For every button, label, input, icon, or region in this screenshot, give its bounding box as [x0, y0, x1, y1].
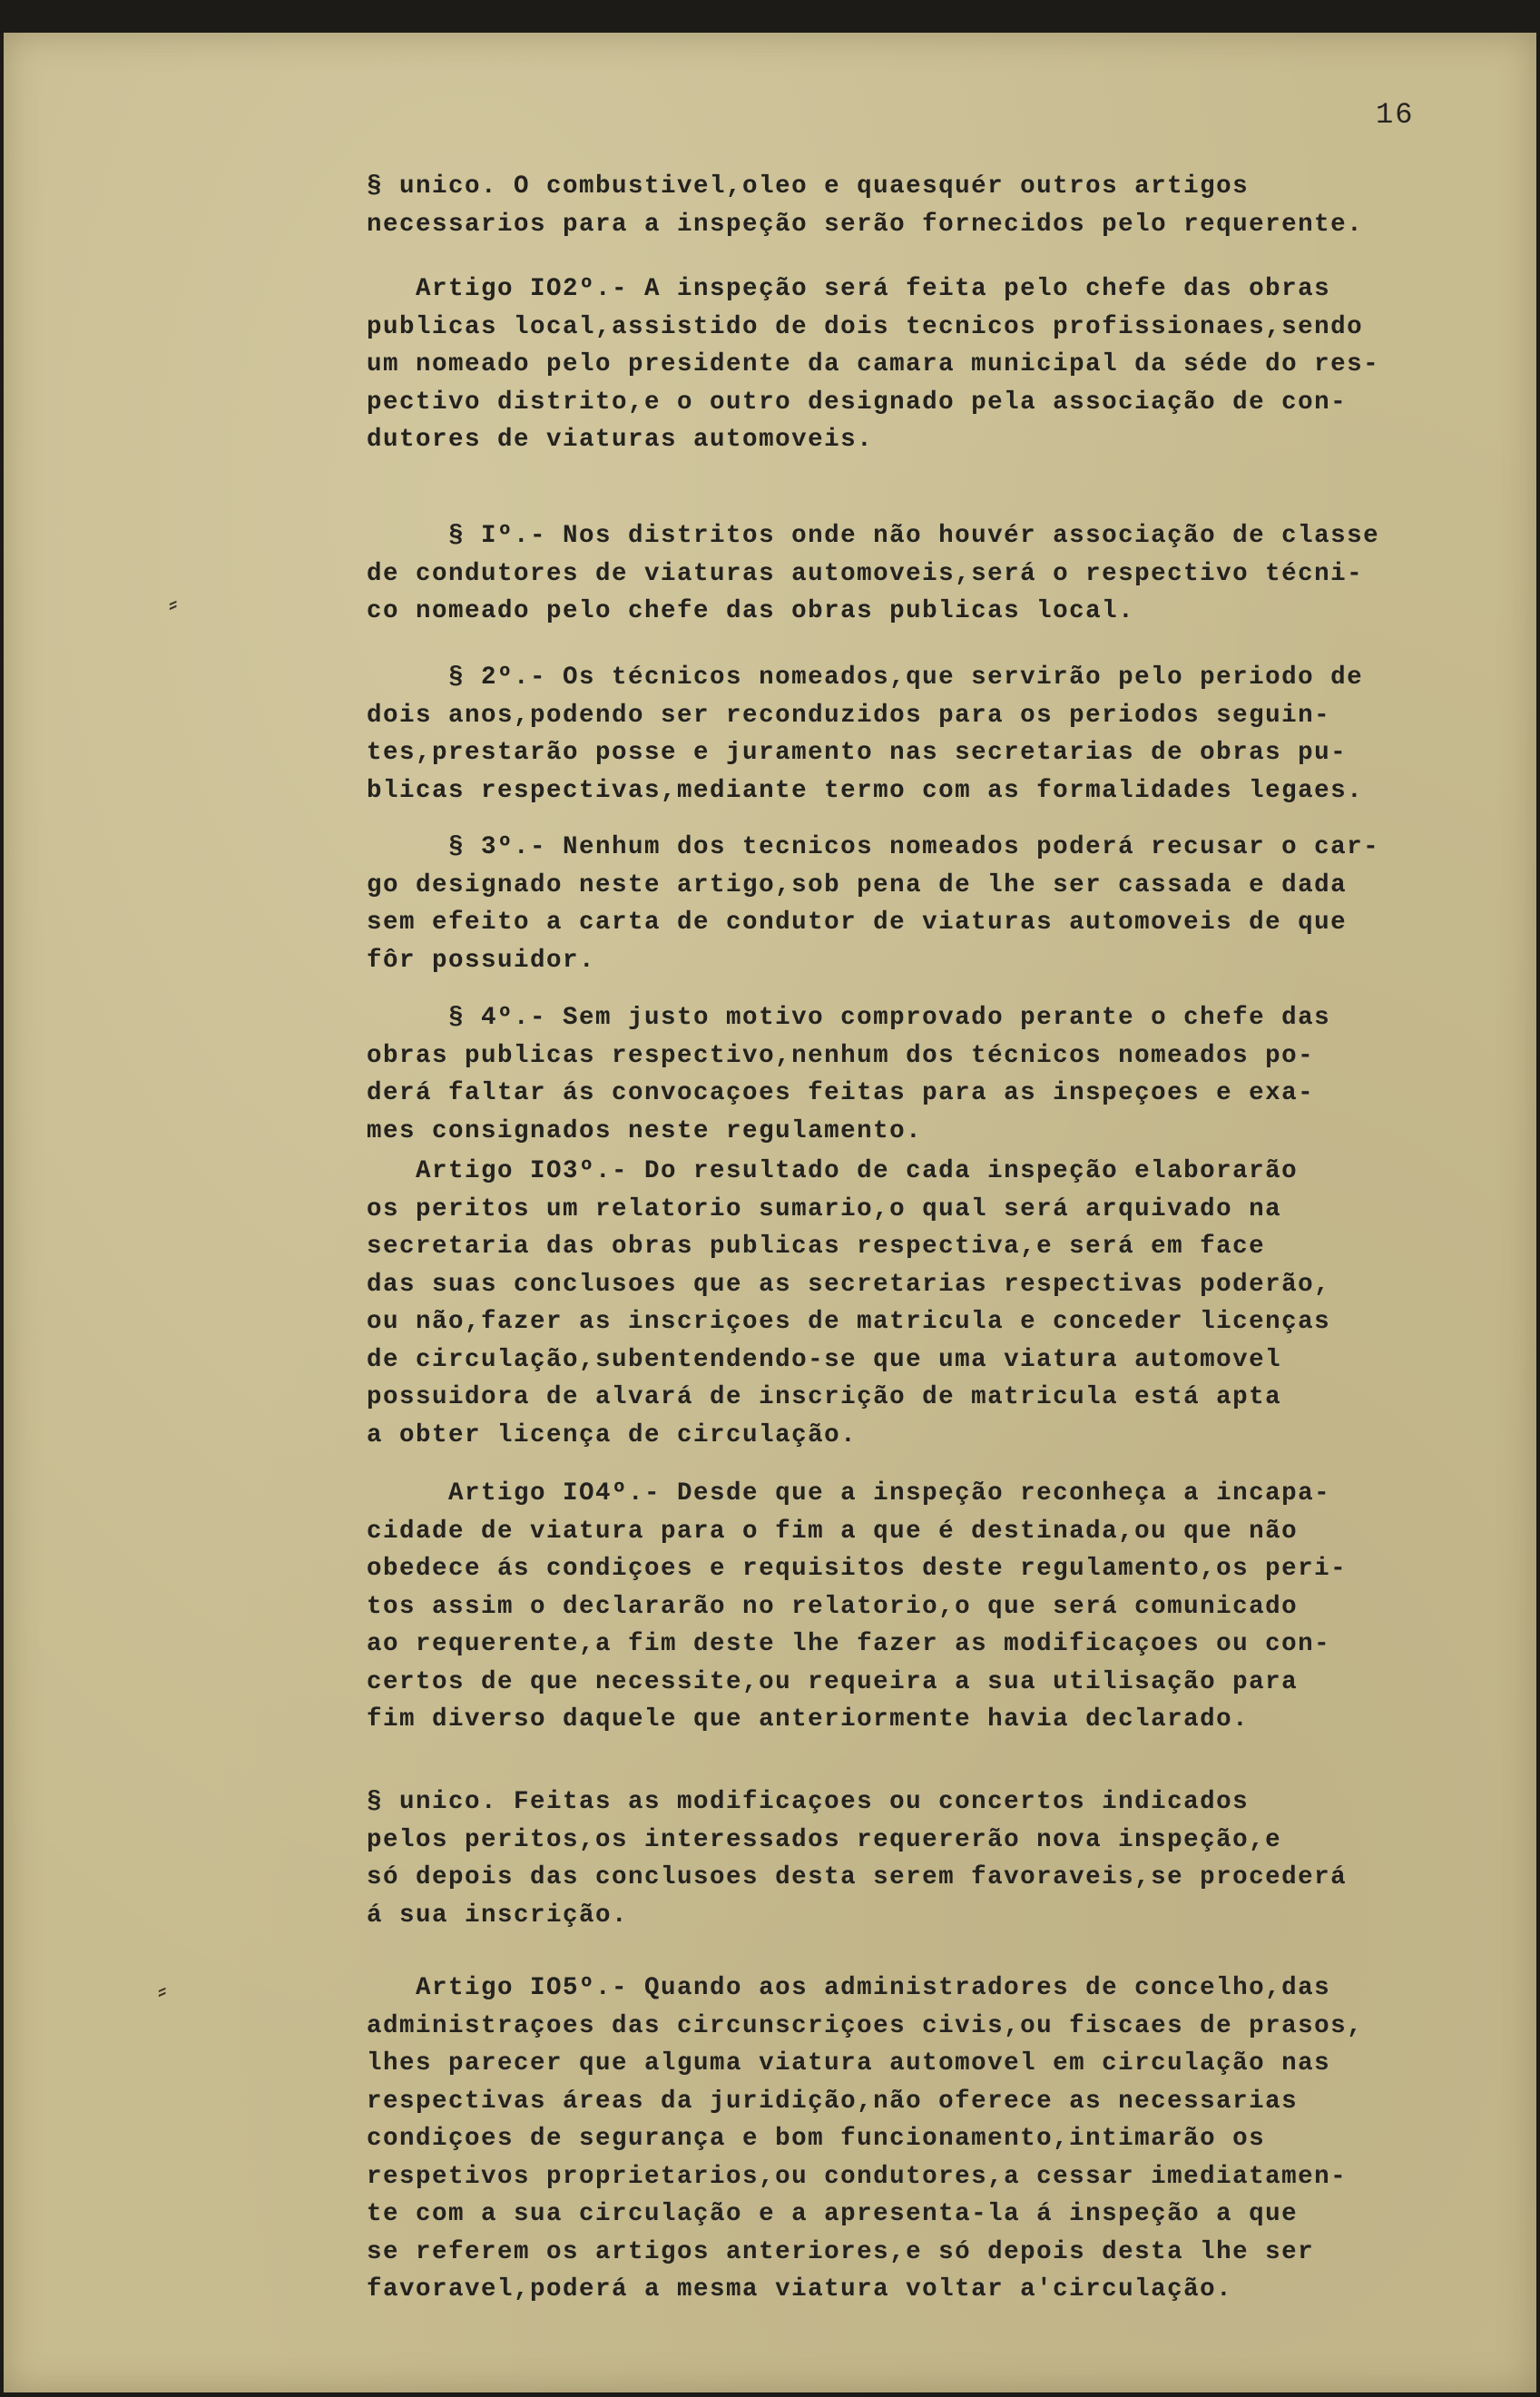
text-line: § 4º.- Sem justo motivo comprovado perante o chefe das: [367, 1004, 1331, 1032]
text-line: obedece ás condiçoes e requisitos deste regulamento,os peri-: [367, 1555, 1348, 1583]
text-line: administraçoes das circunscriçoes civis,ou fiscaes de prasos,: [367, 2011, 1364, 2040]
text-line: se referem os artigos anteriores,e só depois desta lhe ser: [367, 2237, 1315, 2266]
text-line: sem efeito a carta de condutor de viaturas automoveis de que: [367, 909, 1348, 937]
text-line: certos de que necessite,ou requeira a sua utilisação para: [367, 1667, 1299, 1696]
text-line: te com a sua circulação e a apresenta-la á inspeção a que: [367, 2200, 1299, 2228]
text-line: § 2º.- Os técnicos nomeados,que servirão pelo periodo de: [367, 663, 1364, 692]
text-line: só depois das conclusoes desta serem favoraveis,se procederá: [367, 1863, 1348, 1891]
text-line: ou não,fazer as inscriçoes de matricula e conceder licenças: [367, 1308, 1331, 1336]
document-page: [4, 33, 1536, 2392]
text-line: § unico. O combustivel,oleo e quaesquér outros artigos: [367, 172, 1250, 201]
text-line: Artigo IO4º.- Desde que a inspeção reconheça a incapa-: [367, 1479, 1331, 1508]
text-line: secretaria das obras publicas respectiva,e será em face: [367, 1233, 1266, 1261]
text-line: condiçoes de segurança e bom funcionamento,intimarão os: [367, 2125, 1266, 2153]
text-line: ao requerente,a fim deste lhe fazer as modificaçoes ou con-: [367, 1630, 1331, 1658]
text-line: respetivos proprietarios,ou condutores,a cessar imediatamen-: [367, 2162, 1348, 2191]
text-line: blicas respectivas,mediante termo com as formalidades legaes.: [367, 776, 1364, 805]
text-line: § Iº.- Nos distritos onde não houvér associação de classe: [367, 522, 1380, 550]
text-line: pelos peritos,os interessados requererão nova inspeção,e: [367, 1825, 1282, 1854]
text-line: tes,prestarão posse e juramento nas secretarias de obras pu-: [367, 739, 1348, 767]
text-line: fôr possuidor.: [367, 946, 596, 975]
text-line: obras publicas respectivo,nenhum dos técnicos nomeados po-: [367, 1041, 1315, 1070]
text-line: Artigo IO2º.- A inspeção será feita pelo chefe das obras: [367, 275, 1331, 303]
text-line: possuidora de alvará de inscrição de matricula está apta: [367, 1383, 1282, 1411]
text-line: § unico. Feitas as modificaçoes ou concertos indicados: [367, 1788, 1250, 1816]
text-line: a obter licença de circulação.: [367, 1420, 858, 1449]
text-line: de circulação,subentendendo-se que uma viatura automovel: [367, 1345, 1282, 1374]
text-line: necessarios para a inspeção serão fornecidos pelo requerente.: [367, 210, 1364, 239]
text-line: cidade de viatura para o fim a que é destinada,ou que não: [367, 1517, 1299, 1546]
text-line: á sua inscrição.: [367, 1901, 629, 1930]
text-line: os peritos um relatorio sumario,o qual será arquivado na: [367, 1194, 1282, 1223]
text-line: derá faltar ás convocaçoes feitas para as inspeçoes e exa-: [367, 1079, 1315, 1107]
text-line: favoravel,poderá a mesma viatura voltar a'circulação.: [367, 2275, 1233, 2304]
text-line: das suas conclusoes que as secretarias respectivas poderão,: [367, 1270, 1331, 1299]
margin-mark: ⸗: [158, 1975, 167, 2005]
page-number: 16: [1376, 98, 1415, 132]
text-line: dutores de viaturas automoveis.: [367, 426, 874, 454]
text-line: § 3º.- Nenhum dos tecnicos nomeados poderá recusar o car-: [367, 833, 1380, 861]
text-line: co nomeado pelo chefe das obras publicas local.: [367, 597, 1135, 625]
text-line: lhes parecer que alguma viatura automovel em circulação nas: [367, 2049, 1331, 2078]
text-line: tos assim o declararão no relatorio,o que será comunicado: [367, 1592, 1299, 1621]
text-line: publicas local,assistido de dois tecnicos profissionaes,sendo: [367, 312, 1364, 341]
text-line: respectivas áreas da juridição,não oferece as necessarias: [367, 2087, 1299, 2116]
text-line: Artigo IO3º.- Do resultado de cada inspeção elaborarão: [367, 1157, 1299, 1185]
text-line: fim diverso daquele que anteriormente havia declarado.: [367, 1705, 1250, 1734]
text-line: go designado neste artigo,sob pena de lhe ser cassada e dada: [367, 870, 1348, 899]
text-line: dois anos,podendo ser reconduzidos para os periodos seguin-: [367, 701, 1331, 730]
text-line: Artigo IO5º.- Quando aos administradores de concelho,das: [367, 1974, 1331, 2002]
text-line: de condutores de viaturas automoveis,será o respectivo técni-: [367, 559, 1364, 588]
text-line: um nomeado pelo presidente da camara municipal da séde do res-: [367, 350, 1380, 378]
margin-mark: ⸗: [169, 588, 178, 618]
text-line: pectivo distrito,e o outro designado pela associação de con-: [367, 388, 1348, 417]
text-line: mes consignados neste regulamento.: [367, 1116, 923, 1145]
